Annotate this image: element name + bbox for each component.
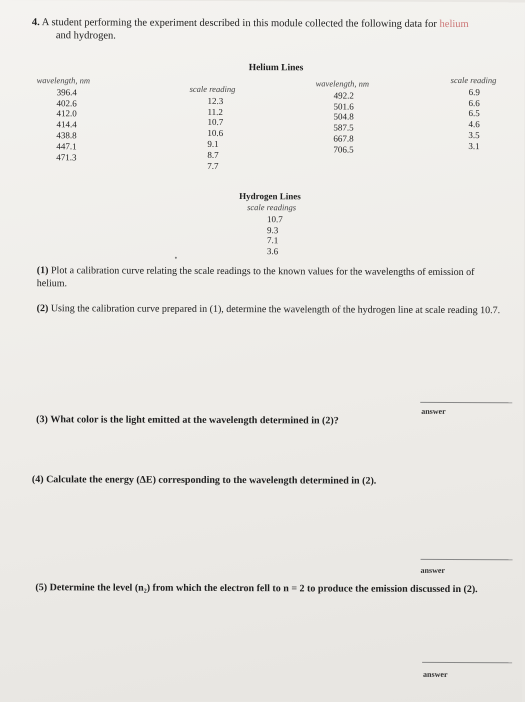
- helium-col1: [36, 75, 90, 163]
- helium-col4: [450, 75, 496, 152]
- helium-col3: [315, 78, 369, 155]
- table-cell: 8.7: [207, 149, 219, 160]
- table-cell: 412.0: [56, 108, 77, 119]
- table-cell: 11.2: [207, 106, 223, 117]
- table-cell: 447.1: [56, 141, 77, 152]
- table-cell: 492.2: [333, 90, 354, 101]
- table-cell: 7.7: [207, 160, 219, 171]
- table-cell: 504.8: [333, 111, 354, 122]
- helium-col1-header: wavelength, nm: [36, 75, 91, 86]
- table-cell: 10.6: [207, 128, 224, 139]
- answer-label-4: answer: [420, 565, 445, 575]
- answer-label-5: answer: [423, 669, 448, 679]
- answer-label-2: answer: [421, 406, 446, 416]
- part-1-number: (1): [36, 265, 49, 277]
- question-intro-text: A student performing the experiment described in this module collected the following data for: [41, 17, 437, 30]
- table-cell: 4.6: [468, 119, 480, 130]
- table-cell: 3.5: [468, 130, 480, 141]
- question-intro-faded: helium: [439, 18, 469, 31]
- answer-line-2[interactable]: [420, 402, 512, 403]
- helium-col4-values: [450, 87, 496, 152]
- helium-col2-values: [189, 96, 235, 172]
- helium-lines-title: Helium Lines: [248, 63, 304, 74]
- helium-col1-values: [36, 87, 90, 163]
- table-cell: 471.3: [56, 151, 77, 162]
- table-cell: 7.1: [266, 235, 279, 246]
- helium-col2-header: scale reading: [189, 83, 236, 95]
- part-2: [37, 303, 505, 318]
- helium-col3-header: wavelength, nm: [315, 78, 370, 89]
- table-cell: 414.4: [56, 119, 77, 130]
- hydrogen-values: [247, 214, 296, 257]
- question-4-intro: [32, 16, 469, 44]
- part-3-number: (3): [36, 414, 48, 426]
- part-4-text: Calculate the energy (ΔE) corresponding to the wavelength determined in (2).: [46, 474, 377, 487]
- table-cell: 10.7: [207, 117, 224, 128]
- table-cell: 9.1: [207, 138, 219, 149]
- helium-col2: [189, 84, 235, 172]
- table-cell: 402.6: [56, 97, 77, 108]
- part-3: [36, 414, 339, 428]
- part-1: [37, 265, 503, 292]
- table-cell: 12.3: [207, 95, 224, 106]
- helium-col3-values: [315, 90, 369, 155]
- table-cell: 706.5: [333, 144, 354, 155]
- table-cell: 438.8: [56, 130, 77, 141]
- hydrogen-lines-title: Hydrogen Lines: [239, 191, 301, 202]
- part-1-text: Plot a calibration curve relating the scale readings to the known values for the wavelengths of emission of helium.: [36, 265, 475, 289]
- table-cell: 6.6: [468, 97, 480, 108]
- question-number: 4.: [31, 17, 40, 29]
- question-intro-line2: and hydrogen.: [55, 30, 116, 42]
- table-cell: 6.5: [468, 108, 480, 119]
- table-cell: 396.4: [56, 87, 77, 98]
- table-cell: 587.5: [333, 122, 354, 133]
- hydrogen-header: scale readings: [247, 202, 297, 213]
- part-5: [35, 582, 507, 597]
- answer-line-5[interactable]: [422, 662, 512, 663]
- helium-col4-header: scale reading: [450, 74, 497, 86]
- table-cell: 9.3: [266, 224, 279, 235]
- table-cell: 3.1: [468, 140, 480, 151]
- table-cell: 501.6: [333, 101, 354, 112]
- speck: [175, 257, 177, 259]
- part-2-number: (2): [36, 303, 49, 315]
- part-5-number: (5): [35, 582, 48, 594]
- part-4-number: (4): [31, 474, 44, 486]
- part-4: [32, 474, 376, 488]
- part-5-text: Determine the level (n₂) from which the electron fell to n = 2 to produce the emission discussed in (2).: [49, 582, 478, 596]
- answer-line-4[interactable]: [421, 559, 513, 560]
- table-cell: 6.9: [468, 86, 480, 97]
- part-3-text: What color is the light emitted at the wavelength determined in (2)?: [50, 414, 339, 427]
- table-cell: 10.7: [267, 213, 283, 225]
- table-cell: 667.8: [333, 133, 354, 144]
- hydrogen-col: [247, 202, 296, 257]
- table-cell: 3.6: [266, 246, 279, 257]
- part-2-text: Using the calibration curve prepared in (1), determine the wavelength of the hydrogen line at scale reading 10.7.: [50, 303, 501, 317]
